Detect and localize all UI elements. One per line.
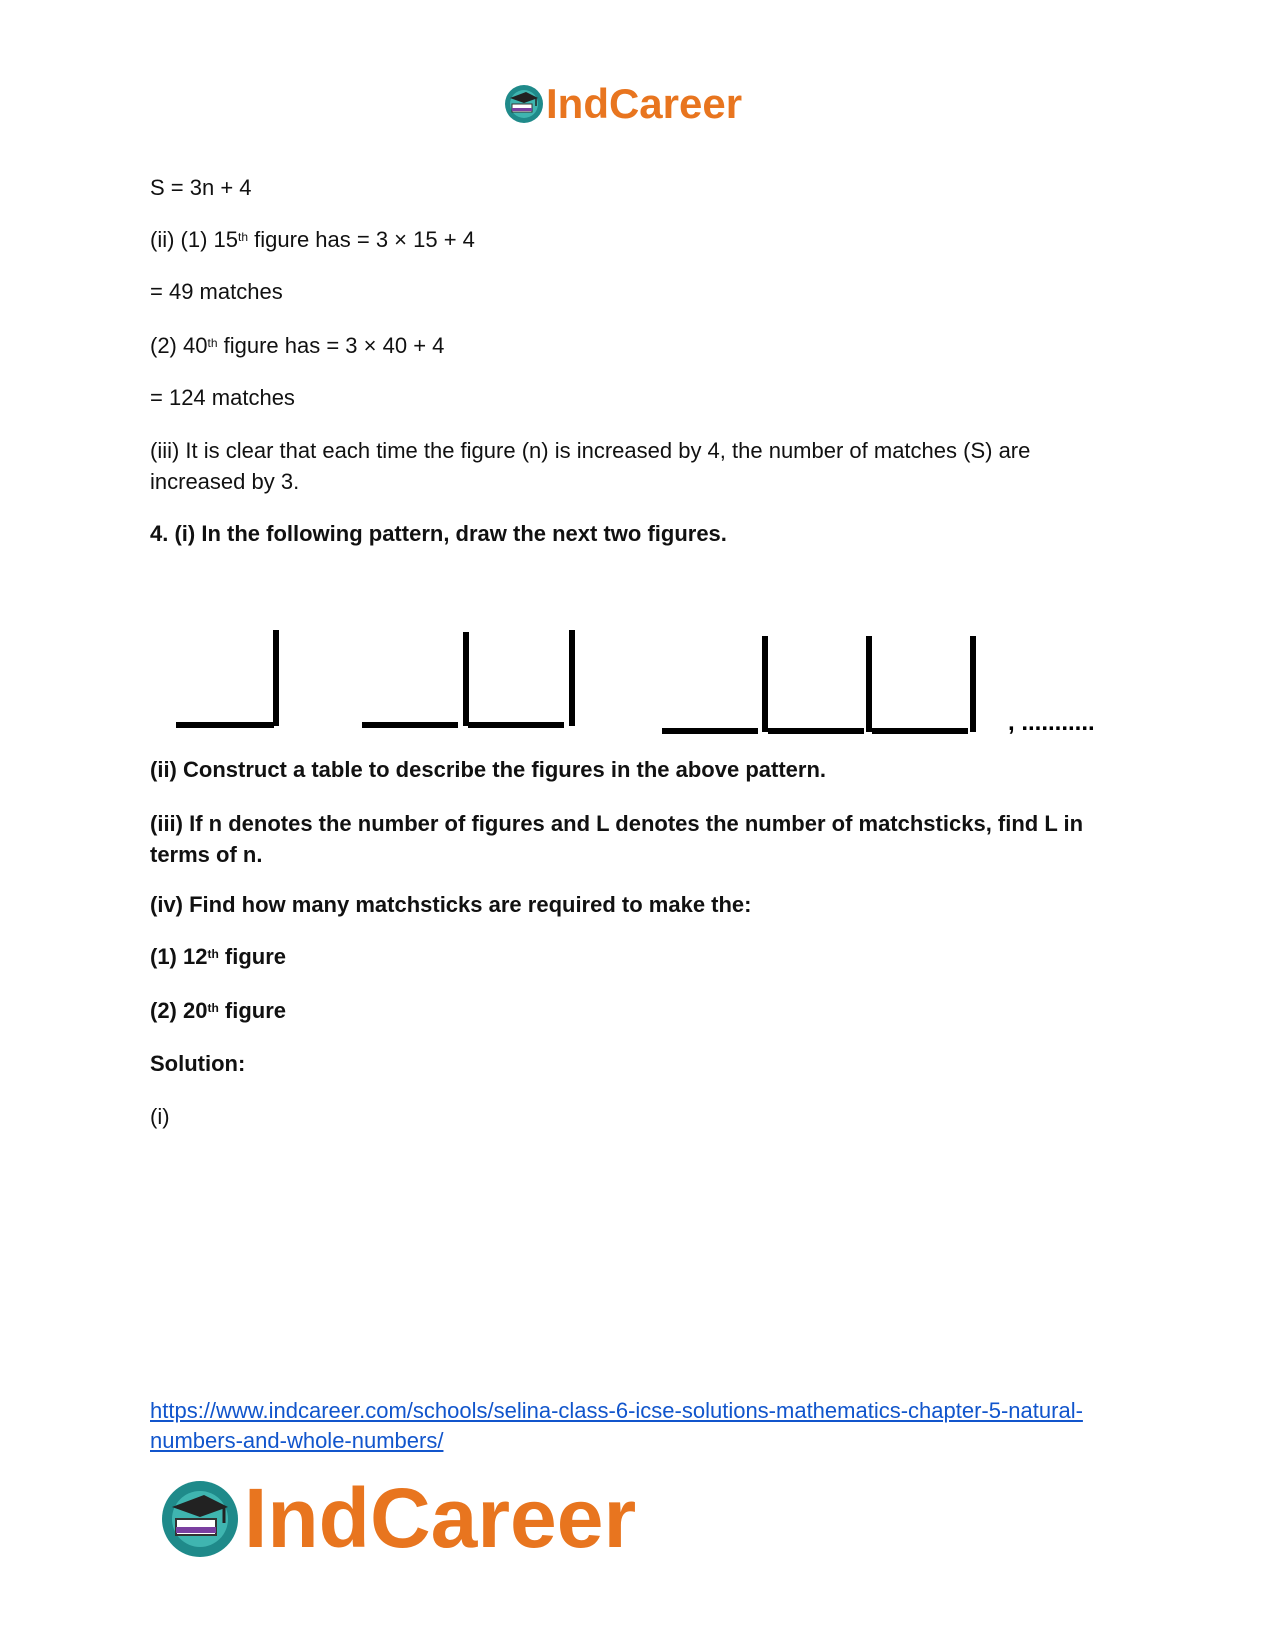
answer-ii-2-result: = 124 matches	[150, 385, 295, 410]
pattern-continuation: , ...........	[1008, 709, 1095, 736]
figure-3-base-2	[768, 728, 864, 734]
figure-3-upright-1	[762, 636, 768, 732]
solution-heading: Solution:	[150, 1051, 246, 1076]
figure-2-upright-1	[463, 632, 469, 726]
graduation-book-icon	[504, 84, 544, 124]
figure-1-upright	[273, 630, 279, 726]
answer-ii-1-result: = 49 matches	[150, 279, 283, 304]
answer-ii-1: (ii) (1) 15th figure has = 3 × 15 + 4	[150, 227, 475, 252]
figure-3-upright-2	[866, 636, 872, 732]
figure-3-base-1	[662, 728, 758, 734]
answer-iii: (iii) It is clear that each time the figure (n) is increased by 4, the number of matches (S) are increased by 3.	[150, 438, 1031, 494]
matchstick-pattern-drawing	[150, 620, 1130, 750]
question-4-i: 4. (i) In the following pattern, draw the next two figures.	[150, 521, 727, 546]
solution-i: (i)	[150, 1104, 170, 1129]
question-4-iv-1: (1) 12th figure	[150, 944, 287, 969]
question-4-iv: (iv) Find how many matchsticks are required to make the:	[150, 892, 752, 917]
figure-2-base-1	[362, 722, 458, 728]
question-4-iv-2: (2) 20th figure	[150, 998, 287, 1023]
answer-ii-2: (2) 40th figure has = 3 × 40 + 4	[150, 333, 445, 358]
figure-1-base	[176, 722, 274, 728]
footer-logo	[160, 1470, 636, 1567]
figure-2-base-2	[468, 722, 564, 728]
figure-3-base-3	[872, 728, 968, 734]
header-logo-text: IndCareer	[546, 80, 743, 127]
question-4-iii: (iii) If n denotes the number of figures and L denotes the number of matchsticks, find L in terms of n.	[150, 811, 1084, 867]
source-link[interactable]: https://www.indcareer.com/schools/selina-class-6-icse-solutions-mathematics-chapter-5-natural-numbers-and-whole-numbers/	[150, 1398, 1083, 1453]
equation-s: S = 3n + 4	[150, 175, 252, 200]
matchstick-pattern	[150, 620, 1130, 750]
figure-3-upright-3	[970, 636, 976, 732]
graduation-book-icon	[160, 1479, 240, 1559]
footer-logo-text: IndCareer	[244, 1471, 637, 1565]
figure-2-upright-2	[569, 630, 575, 726]
header-logo	[504, 80, 742, 128]
question-4-ii: (ii) Construct a table to describe the figures in the above pattern.	[150, 757, 826, 782]
